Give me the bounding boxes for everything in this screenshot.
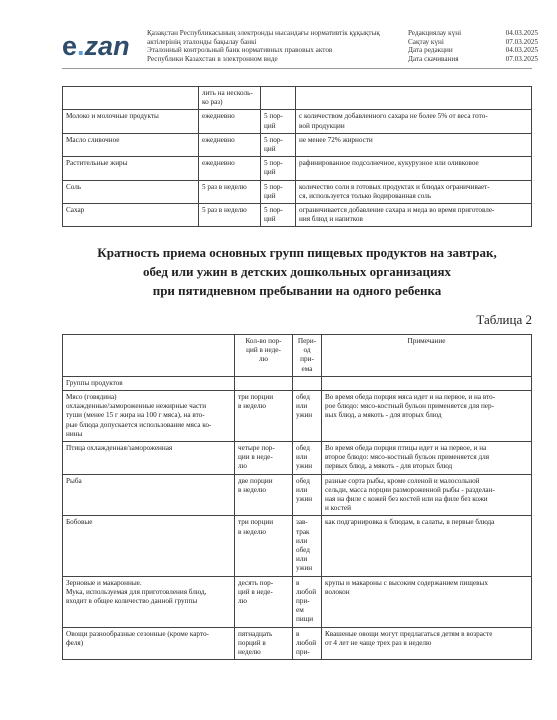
- table-cell-col2: [235, 376, 293, 390]
- table-cell-col1: Птица охлажденная/замороженная: [63, 442, 235, 475]
- table-cell-col2: десять пор- ций в неде- лю: [235, 576, 293, 627]
- table-row: [63, 576, 532, 627]
- table-cell-col3: обед или ужин: [293, 474, 322, 516]
- column-header-2: Кол-во пор- ций в неде- лю: [235, 335, 293, 377]
- table-cell-col4: количество соли в готовых продуктах и блюдах ограничивает- ся, используется только йодированная соль: [296, 180, 532, 203]
- meta-row: Редакциялау күні 04.03.2025: [408, 29, 538, 37]
- table-cell-col1: Группы продуктов: [63, 376, 235, 390]
- meta-row: Дата редакции 04.03.2025: [408, 46, 538, 55]
- table-cell-col2: 5 раз в неделю: [199, 180, 261, 203]
- ezan-logo: e.zan: [62, 31, 130, 61]
- table-row: [63, 157, 532, 180]
- table-cell-col2: три порции в неделю: [235, 516, 293, 576]
- table-cell-col4: Квашеные овощи могут предлагаться детям в возрасте от 4 лет не чаще трех раз в неделю: [322, 627, 532, 660]
- table-cell-col4: [322, 376, 532, 390]
- table-cell-col4: не менее 72% жирности: [296, 133, 532, 156]
- table-cell-col4: рафинированное подсолнечное, кукурузное или оливковое: [296, 157, 532, 180]
- table-row: [63, 391, 532, 442]
- table-cell-col2: ежедневно: [199, 157, 261, 180]
- header-divider: [62, 68, 532, 69]
- table-cell-col3: зав- трак или обед или ужин: [293, 516, 322, 576]
- table-cell-col3: 5 пор- ций: [261, 180, 296, 203]
- meal-frequency-table: [62, 334, 532, 660]
- header-dates: [408, 29, 538, 63]
- table-cell-col3: [293, 376, 322, 390]
- table-cell-col3: обед или ужин: [293, 391, 322, 442]
- table-cell-col1: Молоко и молочные продукты: [63, 110, 199, 133]
- column-header-3: Пери- од при- ема: [293, 335, 322, 377]
- table-cell-col1: Рыба: [63, 474, 235, 516]
- products-table-continued: [62, 86, 532, 227]
- table-cell-col4: Во время обеда порция птицы идет и на первое, и на второе блюдо: мясо-костный бульон применяется для первых блюд, а мякоть - для вторых блюд: [322, 442, 532, 475]
- table-cell-col1: Растительные жиры: [63, 157, 199, 180]
- table-cell-col2: две порции в неделю: [235, 474, 293, 516]
- document-header: [62, 27, 538, 67]
- table-cell-col1: Сахар: [63, 204, 199, 227]
- table-cell-col2: лить на несколь- ко раз): [199, 87, 261, 110]
- table-cell-col2: 5 раз в неделю: [199, 204, 261, 227]
- table-cell-col2: ежедневно: [199, 110, 261, 133]
- table-row: [63, 110, 532, 133]
- table-cell-col2: ежедневно: [199, 133, 261, 156]
- meta-row: Дата скачивания 07.03.2025: [408, 54, 538, 63]
- table-header-row: [63, 335, 532, 377]
- table-cell-col1: Зерновые и макаронные. Мука, используемая для приготовления блюд, входит в общее количество данной группы: [63, 576, 235, 627]
- table-cell-col4: с количеством добавленного сахара не более 5% от веса гото- вой продукции: [296, 110, 532, 133]
- table-row: [63, 516, 532, 576]
- table-cell-col3: 5 пор- ций: [261, 133, 296, 156]
- header-bank-description: Қазақстан Республикасының электронды нысандағы нормативтік құқықтық актілерінің эталонды бақылау банкі Эталонный контрольный банк нормативных правовых актов Республики Казахстан в электронном виде: [147, 29, 380, 63]
- table-cell-col4: крупы и макароны с высоким содержанием пищевых волокон: [322, 576, 532, 627]
- meta-row: Сақтау күні 07.03.2025: [408, 37, 538, 46]
- table-number: Таблица 2: [476, 312, 532, 327]
- column-header-4: Примечание: [322, 335, 532, 377]
- table-cell-col1: Бобовые: [63, 516, 235, 576]
- table-row: [63, 180, 532, 203]
- table-cell-col3: 5 пор- ций: [261, 110, 296, 133]
- table-cell-col1: Соль: [63, 180, 199, 203]
- table-cell-col4: разные сорта рыбы, кроме соленой и малосольной сельди, масса порции размороженной рыбы - разделан- ная на филе с кожей без костей или на филе без кожи и костей: [322, 474, 532, 516]
- column-header-1: [63, 335, 235, 377]
- table-row: [63, 627, 532, 660]
- table-cell-col1: Масло сливочное: [63, 133, 199, 156]
- table-cell-col3: 5 пор- ций: [261, 157, 296, 180]
- table-cell-col3: 5 пор- ций: [261, 204, 296, 227]
- table-row: [63, 376, 532, 390]
- table-cell-col3: в любой при- ем пищи: [293, 576, 322, 627]
- table-row: [63, 442, 532, 475]
- table-cell-col2: четыре пор- ции в неде- лю: [235, 442, 293, 475]
- table-cell-col3: в любой при-: [293, 627, 322, 660]
- table-row: [63, 87, 532, 110]
- table-cell-col4: ограничивается добавление сахара и меда во время приготовле- ния блюд и напитков: [296, 204, 532, 227]
- table-row: [63, 474, 532, 516]
- table-row: [63, 133, 532, 156]
- table-cell-col4: [296, 87, 532, 110]
- table-cell-col2: три порции в неделю: [235, 391, 293, 442]
- table-cell-col1: Мясо (говядина) охлажденные/замороженные нежирные части туши (менее 15 г жира на 100 г мяса), на вто- рые блюда допускается использование мяса ко- нины: [63, 391, 235, 442]
- table-cell-col4: как подгарнировка к блюдам, в салаты, в первые блюда: [322, 516, 532, 576]
- table-cell-col1: Овощи разнообразные сезонные (кроме карто- феля): [63, 627, 235, 660]
- table-cell-col3: [261, 87, 296, 110]
- table-cell-col3: обед или ужин: [293, 442, 322, 475]
- table-cell-col1: [63, 87, 199, 110]
- table-cell-col4: Во время обеда порция мяса идет и на первое, и на вто- рое блюдо: мясо-костный бульон применяется для пер- вых блюд, а мякоть - для вторых блюд: [322, 391, 532, 442]
- table-cell-col2: пятнадцать порций в неделю: [235, 627, 293, 660]
- section-title: Кратность приема основных групп пищевых продуктов на завтрак, обед или ужин в детских дошкольных организациях при пятидневном пребывании на одного ребенка: [97, 245, 497, 298]
- table-row: [63, 204, 532, 227]
